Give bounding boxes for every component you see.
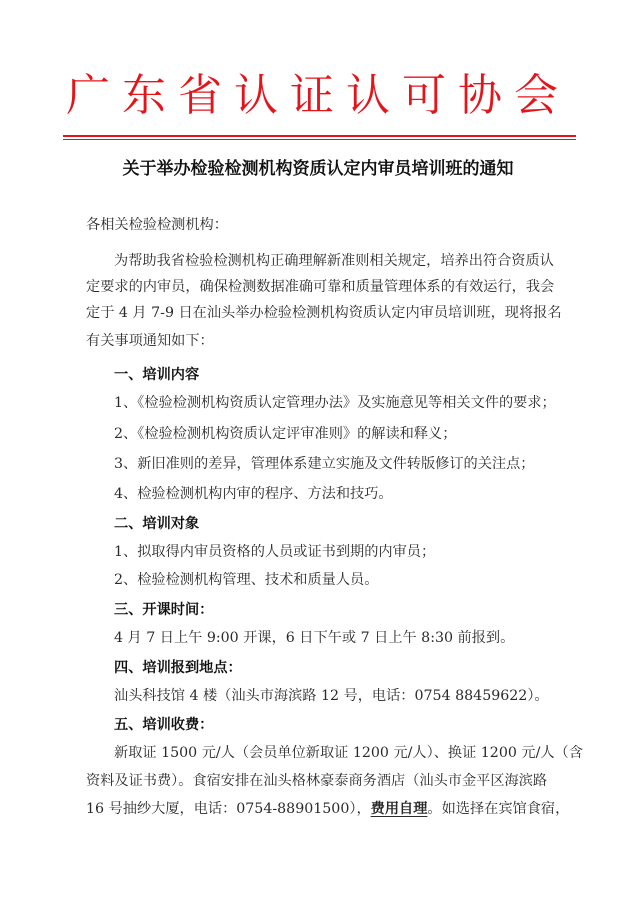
audience-item-1: 1、拟取得内审员资格的人员或证书到期的内审员； bbox=[114, 544, 436, 560]
audience-item-2: 2、检验检测机构管理、技术和质量人员。 bbox=[114, 572, 379, 588]
section-heading-location: 四、培训报到地点： bbox=[114, 660, 242, 676]
intro-line-1: 为帮助我省检验检测机构正确理解新准则相关规定，培养出符合资质认 bbox=[114, 253, 554, 269]
intro-line-3: 定于 4 月 7-9 日在汕头举办检验检测机构资质认定内审员培训班，现将报名 bbox=[86, 305, 562, 321]
self-paid-emphasis: 费用自理 bbox=[370, 801, 428, 817]
content-item-1: 1、《检验检测机构资质认定管理办法》及实施意见等相关文件的要求； bbox=[114, 395, 556, 411]
fee-line-2: 资料及证书费）。食宿安排在汕头格林豪泰商务酒店（汕头市金平区海滨路 bbox=[86, 773, 548, 789]
fee-line-1: 新取证 1500 元/人（会员单位新取证 1200 元/人）、换证 1200 元/人（含 bbox=[114, 745, 583, 761]
location-detail: 汕头科技馆 4 楼（汕头市海滨路 12 号，电话：0754 88459622）。 bbox=[114, 688, 549, 704]
letterhead-org-name: 广东省认证认可协会 bbox=[66, 70, 570, 121]
content-item-2: 2、《检验检测机构资质认定评审准则》的解读和释义； bbox=[114, 426, 457, 442]
letterhead-red-rule-thin bbox=[63, 139, 576, 140]
salutation: 各相关检验检测机构： bbox=[86, 217, 228, 233]
fee-line-3-text: 16 号抽纱大厦，电话：0754-88901500）， bbox=[86, 801, 371, 817]
letterhead-red-rule bbox=[63, 135, 576, 137]
intro-line-2: 定要求的内审员，确保检测数据准确可靠和质量管理体系的有效运行，我会 bbox=[86, 279, 555, 295]
intro-line-4: 有关事项通知如下： bbox=[86, 333, 214, 349]
section-heading-fees: 五、培训收费： bbox=[114, 717, 214, 733]
notice-title: 关于举办检验检测机构资质认定内审员培训班的通知 bbox=[122, 159, 514, 179]
fee-line-3-tail: 。如选择在宾馆食宿， bbox=[427, 801, 570, 817]
content-item-4: 4、检验检测机构内审的程序、方法和技巧。 bbox=[114, 486, 393, 502]
section-heading-content: 一、培训内容 bbox=[114, 367, 200, 383]
section-heading-start-time: 三、开课时间： bbox=[114, 602, 214, 618]
content-item-3: 3、新旧准则的差异，管理体系建立实施及文件转版修订的关注点； bbox=[114, 456, 535, 472]
section-heading-audience: 二、培训对象 bbox=[114, 516, 200, 532]
fee-line-3 bbox=[86, 799, 569, 819]
start-time-detail: 4 月 7 日上午 9:00 开课，6 日下午或 7 日上午 8:30 前报到。 bbox=[114, 630, 515, 646]
